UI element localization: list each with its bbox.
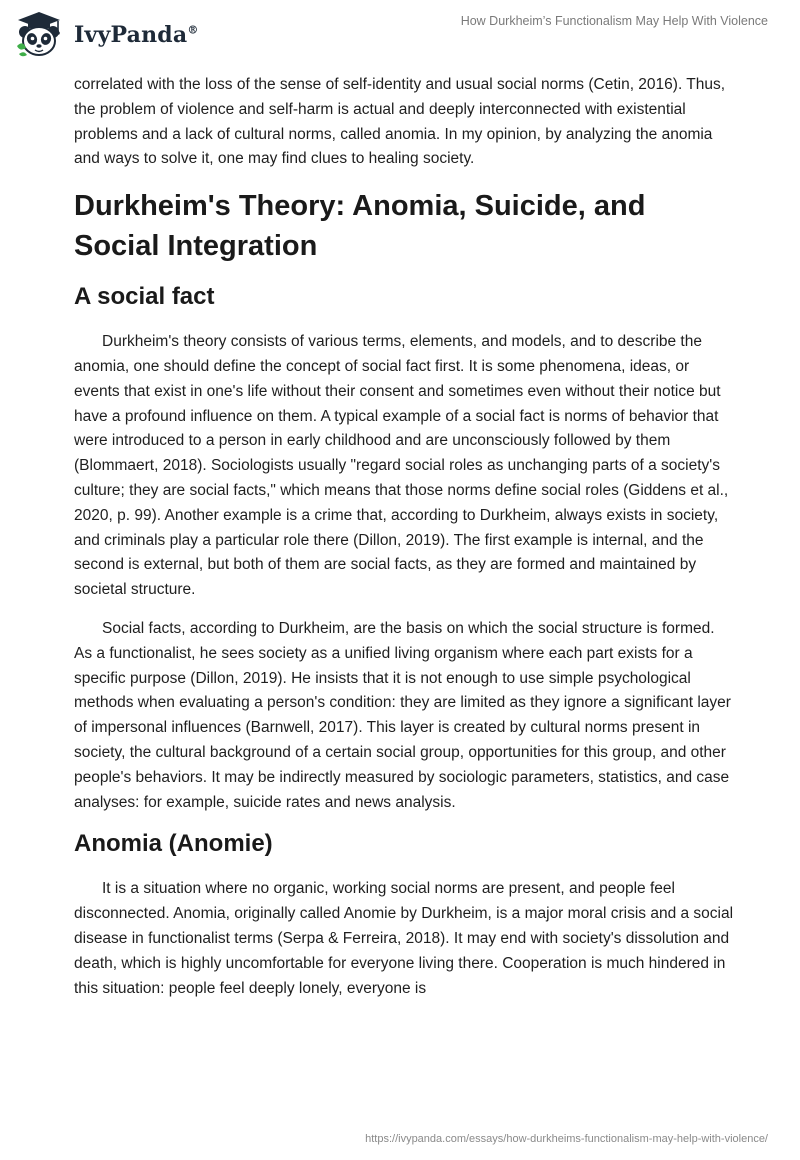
brand-logo[interactable] <box>14 10 199 60</box>
social-fact-paragraph-1: Durkheim's theory consists of various terms, elements, and models, and to describe the anomia, one should define the concept of social fact first. It is some phenomena, ideas, or events that exist in one's life without their consent and sometimes even without their notice but have a profound influence on them. A typical example of a social fact is norms of behavior that were introduced to a person in early childhood and are unconsciously followed by them (Blommaert, 2018). Sociologists usually "regard social roles as unchanging parts of a society's culture; they are social facts," which means that those norms define social roles (Giddens et al., 2020, p. 99). Another example is a crime that, according to Durkheim, always exists in society, and criminals play a particular role there (Dillon, 2019). The first example is internal, and the second is external, but both of them are social facts, as they are formed and maintained by societal structure. <box>74 333 729 599</box>
social-fact-paragraph-2: Social facts, according to Durkheim, are the basis on which the social structure is formed. As a functionalist, he sees society as a unified living organism where each part exists for a specific purpose (Dillon, 2019). He insists that it is not enough to use simple psychological methods when evaluating a person's condition: they are limited as they ignore a significant layer of impersonal influences (Barnwell, 2017). This layer is created by cultural norms present in society, the cultural background of a certain social group, opportunities for this group, and other people's behaviors. It may be indirectly measured by sociologic parameters, statistics, and case analyses: for example, suicide rates and news analysis. <box>74 619 731 811</box>
footer-url[interactable]: https://ivypanda.com/essays/how-durkheims-functionalism-may-help-with-violence/ <box>365 1133 768 1145</box>
subsection-heading-social-fact: A social fact <box>74 283 215 311</box>
brand-name-text: IvyPanda <box>74 22 188 48</box>
essay-content <box>74 73 734 1015</box>
document-title: How Durkheim’s Functionalism May Help With Violence <box>460 14 768 28</box>
section-heading: Durkheim's Theory: Anomia, Suicide, and Social Integration <box>74 190 646 263</box>
registered-mark: ® <box>187 23 199 37</box>
brand-name <box>74 22 199 48</box>
intro-paragraph: correlated with the loss of the sense of self-identity and usual social norms (Cetin, 2016). Thus, the problem of violence and self-harm is actual and deeply interconnected with existential problems and a lack of cultural norms, called anomia. In my opinion, by analyzing the anomia and ways to solve it, one may find clues to healing society. <box>74 76 726 168</box>
anomia-paragraph-1: It is a situation where no organic, working social norms are present, and people feel disconnected. Anomia, originally called Anomie by Durkheim, is a major moral crisis and a social disease in functionalist terms (Serpa & Ferreira, 2018). It may end with society's dissolution and death, which is highly uncomfortable for everyone living there. Cooperation is much hindered in this situation: people feel deeply lonely, everyone is <box>74 880 734 997</box>
page-header <box>0 0 800 70</box>
panda-logo-icon <box>14 10 64 60</box>
subsection-heading-anomia: Anomia (Anomie) <box>74 830 273 858</box>
